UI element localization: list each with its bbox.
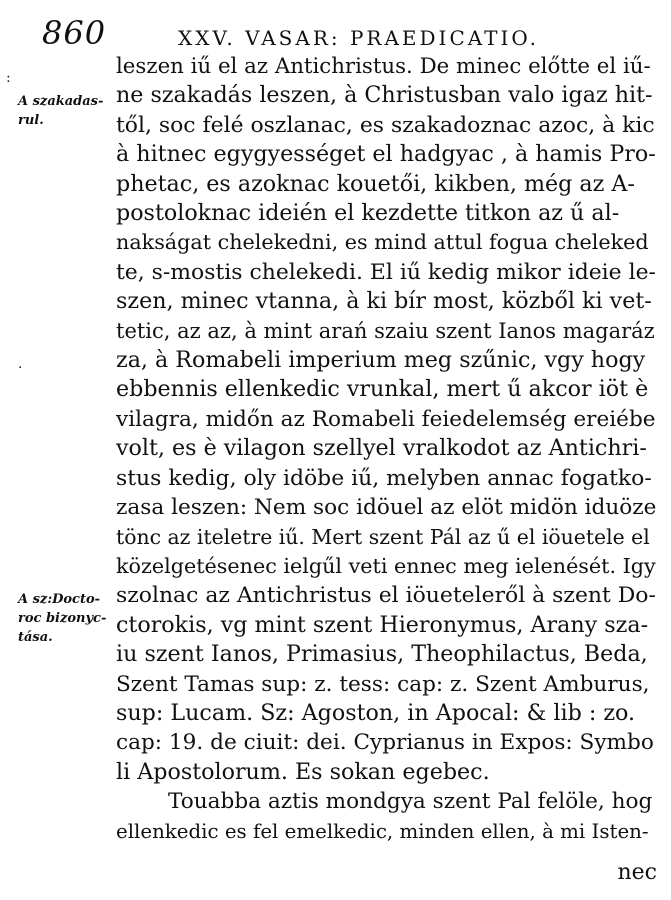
- text-line: postoloknac ideién el kezdette titkon az ű al-: [116, 200, 620, 227]
- running-title: XXV. VASAR: PRAEDICATIO.: [178, 26, 539, 50]
- body-text: [116, 52, 656, 846]
- text-line: te, s-mostis chelekedi. El iű kedig mikor ideie le-: [116, 259, 656, 285]
- text-line: za, à Romabeli imperium meg szűnic, vgy hogy: [116, 347, 646, 374]
- margin-note-line: A sz:Docto-: [18, 592, 101, 607]
- text-line: stus kedig, oly idöbe iű, melyben annac fogatko-: [116, 465, 652, 491]
- margin-note-line: rul.: [18, 113, 44, 128]
- text-line: ellenkedic es fel emelkedic, minden ellen, à mi Isten-: [116, 819, 649, 843]
- text-line: à hitnec egygyességet el hadgyac , à hamis Pro-: [116, 141, 656, 168]
- text-line: Szent Tamas sup: z. tess: cap: z. Szent Amburus,: [116, 671, 650, 697]
- text-line: cap: 19. de ciuit: dei. Cyprianus in Expos: Symbo: [116, 730, 654, 756]
- text-line: li Apostolorum. Es sokan egebec.: [116, 758, 490, 785]
- text-line: Touabba aztis mondgya szent Pal felöle, hog: [168, 789, 653, 815]
- text-line: szen, minec vtanna, à ki bír most, közből ki vet-: [116, 288, 652, 315]
- text-line: tönc az iteletre iű. Mert szent Pál az ű el iöuetele el: [116, 524, 650, 549]
- text-line: közelgetésenec ielgűl veti ennec meg ielenését. Igy: [116, 553, 656, 578]
- margin-note-doctors: [18, 590, 116, 647]
- page-number: 860: [42, 14, 107, 52]
- margin-dot-mark: :: [6, 70, 11, 86]
- margin-dot-mark: ·: [18, 360, 23, 376]
- text-line: phetac, es azoknac kouetői, kikben, még az A-: [116, 170, 635, 197]
- text-line: volt, es è vilagon szellyel vralkodot az Antichri-: [116, 435, 647, 462]
- text-line: szolnac az Antichristus el iöueteleről à szent Do-: [116, 583, 656, 609]
- margin-note-line: tása.: [18, 630, 53, 645]
- page-header: [0, 14, 671, 54]
- margin-note-schism: [18, 92, 116, 130]
- text-line: leszen iű el az Antichristus. De minec előtte el iű-: [116, 54, 651, 79]
- text-line: ctorokis, vg mint szent Hieronymus, Arany sza-: [116, 611, 649, 638]
- text-line: ne szakadás leszen, à Christusban valo igaz hit-: [116, 82, 653, 109]
- catchword: nec: [617, 860, 657, 885]
- text-line: iu szent Ianos, Primasius, Theophilactus, Beda,: [116, 641, 648, 668]
- margin-note-line: A szakadas-: [18, 94, 104, 109]
- text-line: nakságat chelekedni, es mind attul fogua cheleked: [116, 230, 649, 255]
- text-line: sup: Lucam. Sz: Agoston, in Apocal: & lib : zo.: [116, 699, 636, 726]
- text-line: vilagra, midőn az Romabeli feiedelemség ereiébe: [116, 406, 656, 432]
- text-line: ebbennis ellenkedic vrunkal, mert ű akcor iöt è: [116, 376, 649, 403]
- text-line: től, soc felé oszlanac, es szakadoznac azoc, à kic: [116, 112, 655, 138]
- text-line: tetic, az az, à mint arań szaiu szent Ianos magaráz: [116, 318, 655, 343]
- text-line: zasa leszen: Nem soc idöuel az elöt midön iduöze: [116, 495, 657, 521]
- margin-note-line: roc bizonyc-: [18, 611, 107, 626]
